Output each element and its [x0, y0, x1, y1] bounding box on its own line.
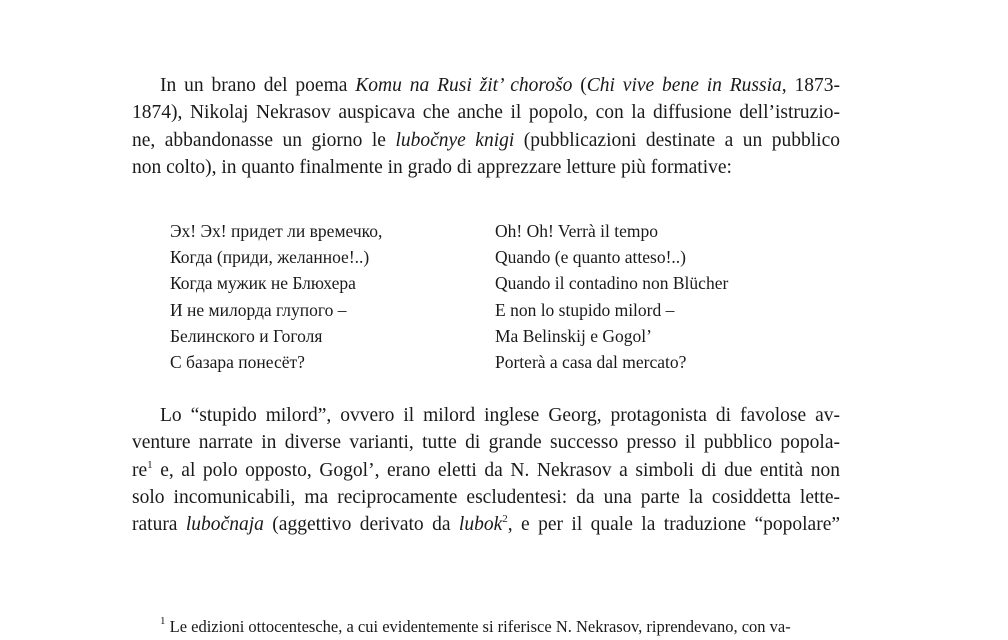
verse-italian-column [495, 218, 795, 375]
verse-line: Porterà a casa dal mercato? [495, 352, 687, 373]
text-line: 1874), Nikolaj Nekrasov auspicava che anche il popolo, con la diffusione dell’istruzio- [132, 102, 840, 124]
verse-line: E non lo stupido milord – [495, 299, 675, 320]
verse-line: Quando il contadino non Blücher [495, 273, 729, 294]
text-line: ne, abbandonasse un giorno le lubočnye knigi (pubblicazioni destinate a un pubblico [132, 129, 841, 151]
text-line: $re^1$ e, al polo opposto, Gogol’, erano eletti da N. Nekrasov a simboli di due entità non [132, 458, 840, 481]
paragraph-milord [132, 402, 840, 538]
verse-line: Quando (e quanto atteso!..) [495, 247, 686, 268]
text-line: Lo “stupido milord”, ovvero il milord inglese Georg, protagonista di favolose av- [160, 405, 840, 426]
footnote [160, 616, 840, 638]
text-line: venture narrate in diverse varianti, tutte di grande successo presso il pubblico popola- [132, 432, 840, 454]
verse-line: С базара понесёт? [170, 352, 305, 373]
verse-line: Эх! Эх! придет ли времечко, [170, 221, 383, 241]
footnote-ref: 2 [502, 513, 508, 526]
verse-line: Oh! Oh! Verrà il tempo [495, 221, 658, 241]
verse-line: Когда (приди, желанное!..) [170, 247, 370, 268]
verse-line: Ma Belinskij e Gogol’ [495, 325, 652, 346]
text-line: non colto), in quanto finalmente in grado di apprezzare letture più formative: [132, 156, 732, 178]
verse-russian-column [170, 218, 460, 375]
verse-line: Белинского и Гоголя [170, 325, 323, 346]
footnote-ref: 1 [147, 458, 153, 471]
text-line: solo incomunicabili, ma reciprocamente escludentesi: da una parte la cosiddetta lette- [132, 486, 840, 508]
verse-line: Когда мужик не Блюхера [170, 273, 356, 294]
paragraph-intro [132, 72, 840, 181]
verse-line: И не милорда глупого – [170, 299, 347, 320]
text-line: In un brano del poema Komu na Rusi žit’ chorošo (Chi vive bene in Russia, 1873- [160, 75, 841, 96]
text-line: ratura lubočnaja (aggettivo derivato da lubok$^2$, e per il quale la traduzione “popolare” [132, 513, 841, 536]
footnote-number: 1 [160, 615, 166, 627]
footnote-text: Le edizioni ottocentesche, a cui evidentemente si riferisce N. Nekrasov, riprendevano, con va- [165, 617, 791, 636]
